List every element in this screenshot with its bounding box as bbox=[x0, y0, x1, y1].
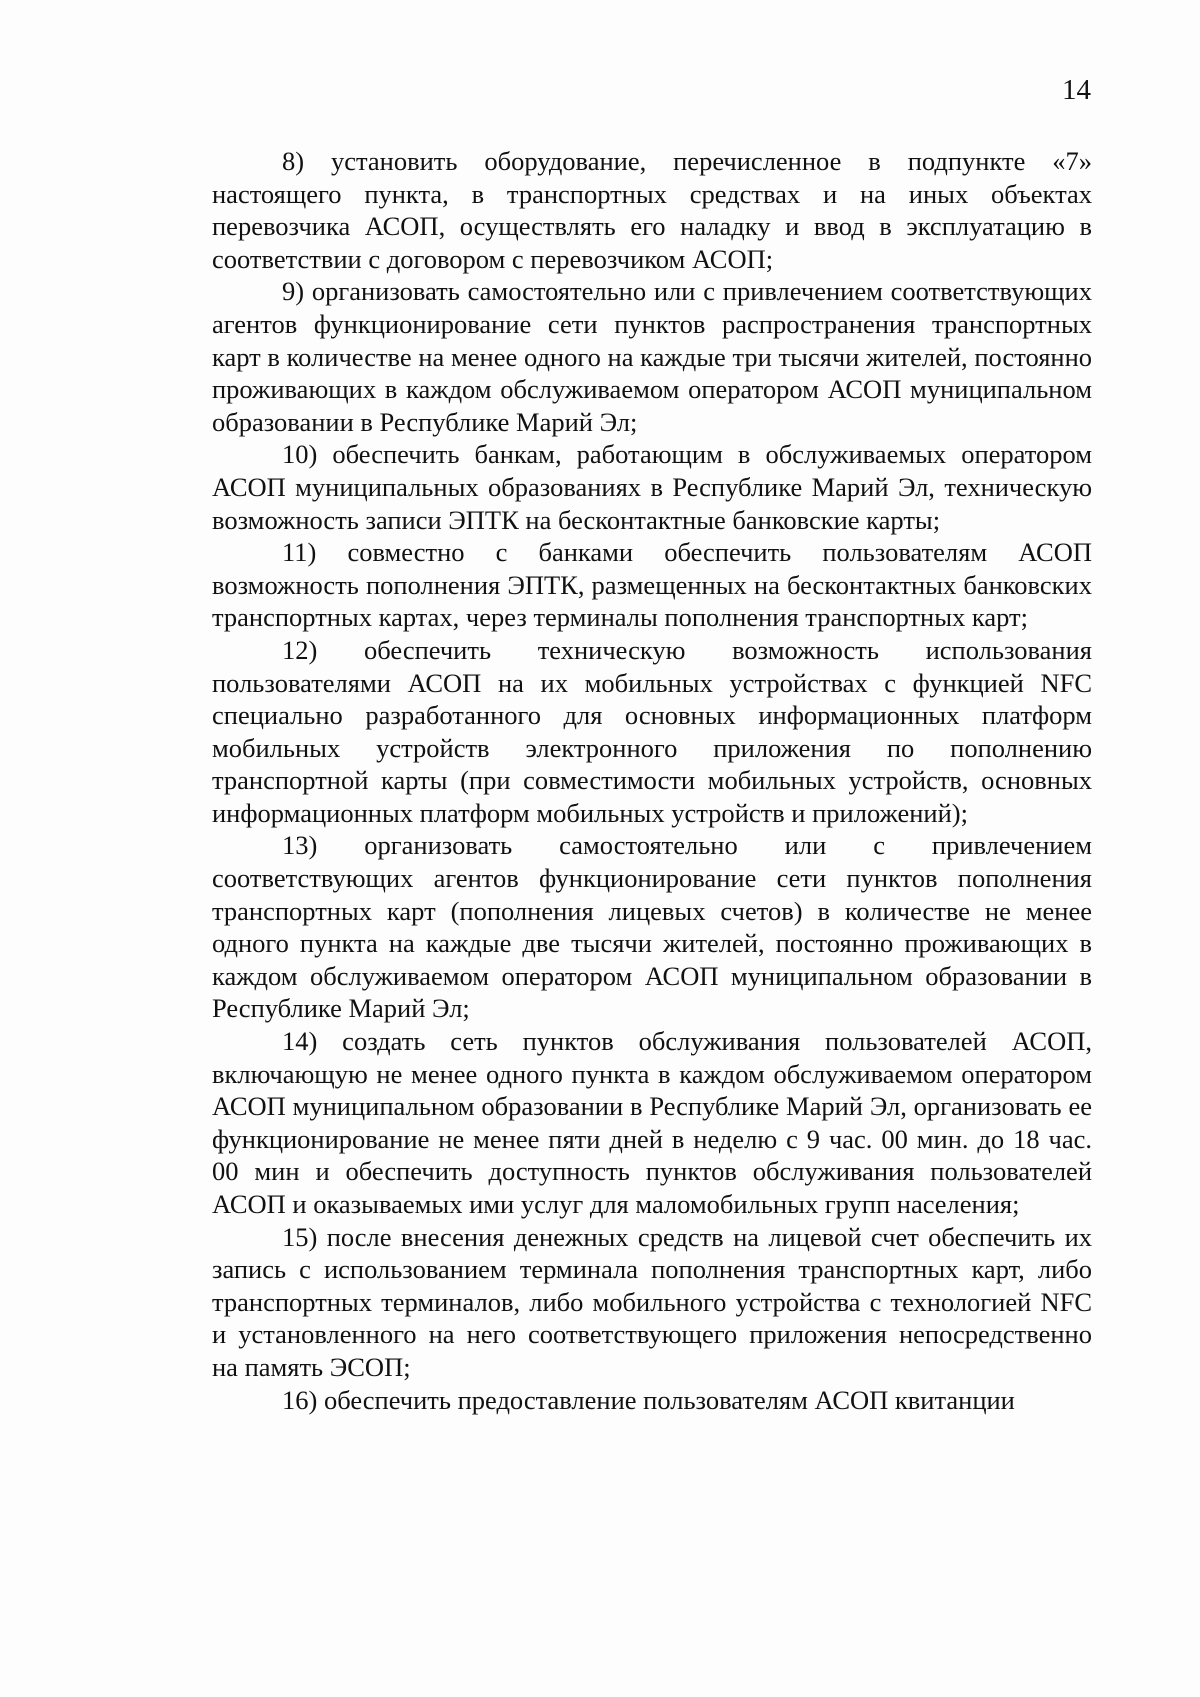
clause-15: 15) после внесения денежных средств на лицевой счет обеспечить их запись с использованием терминала пополнения транспортных карт, либо транспортных терминалов, либо мобильного устройства с технологией NFC и установленного на него соответствующего приложения непосредственно на память ЭСОП; bbox=[212, 1221, 1092, 1382]
clause-14: 14) создать сеть пунктов обслуживания пользователей АСОП, включающую не менее одного пункта в каждом обслуживаемом оператором АСОП муниципальном образовании в Республике Марий Эл, организовать ее функционирование не менее пяти дней в неделю с 9 час. 00 мин. до 18 час. 00 мин и обеспечить доступность пунктов обслуживания пользователей АСОП и оказываемых ими услуг для маломобильных групп населения; bbox=[212, 1026, 1092, 1219]
document-body bbox=[212, 145, 1092, 1416]
clause-11: 11) совместно с банками обеспечить пользователям АСОП возможность пополнения ЭПТК, размещенных на бесконтактных банковских транспортных картах, через терминалы пополнения транспортных карт; bbox=[212, 537, 1092, 633]
clause-8: 8) установить оборудование, перечисленное в подпункте «7» настоящего пункта, в транспортных средствах и на иных объектах перевозчика АСОП, осуществлять его наладку и ввод в эксплуатацию в соответствии с договором с перевозчиком АСОП; bbox=[212, 146, 1092, 274]
page-number: 14 bbox=[1062, 74, 1091, 106]
clause-9: 9) организовать самостоятельно или с привлечением соответствующих агентов функционирование сети пунктов распространения транспортных карт в количестве на менее одного на каждые три тысячи жителей, постоянно проживающих в каждом обслуживаемом оператором АСОП муниципальном образовании в Республике Марий Эл; bbox=[212, 276, 1092, 437]
clause-13: 13) организовать самостоятельно или с привлечением соответствующих агентов функционирование сети пунктов пополнения транспортных карт (пополнения лицевых счетов) в количестве не менее одного пункта на каждые две тысячи жителей, постоянно проживающих в каждом обслуживаемом оператором АСОП муниципальном образовании в Республике Марий Эл; bbox=[212, 830, 1092, 1024]
clause-12: 12) обеспечить техническую возможность использования пользователями АСОП на их мобильных устройствах с функцией NFC специально разработанного для основных информационных платформ мобильных устройств электронного приложения по пополнению транспортной карты (при совместимости мобильных устройств, основных информационных платформ мобильных устройств и приложений); bbox=[212, 634, 1092, 828]
clause-10: 10) обеспечить банкам, работающим в обслуживаемых оператором АСОП муниципальных образованиях в Республике Марий Эл, техническую возможность записи ЭПТК на бесконтактные банковские карты; bbox=[212, 439, 1092, 535]
clause-16: 16) обеспечить предоставление пользователям АСОП квитанции bbox=[282, 1384, 1015, 1415]
